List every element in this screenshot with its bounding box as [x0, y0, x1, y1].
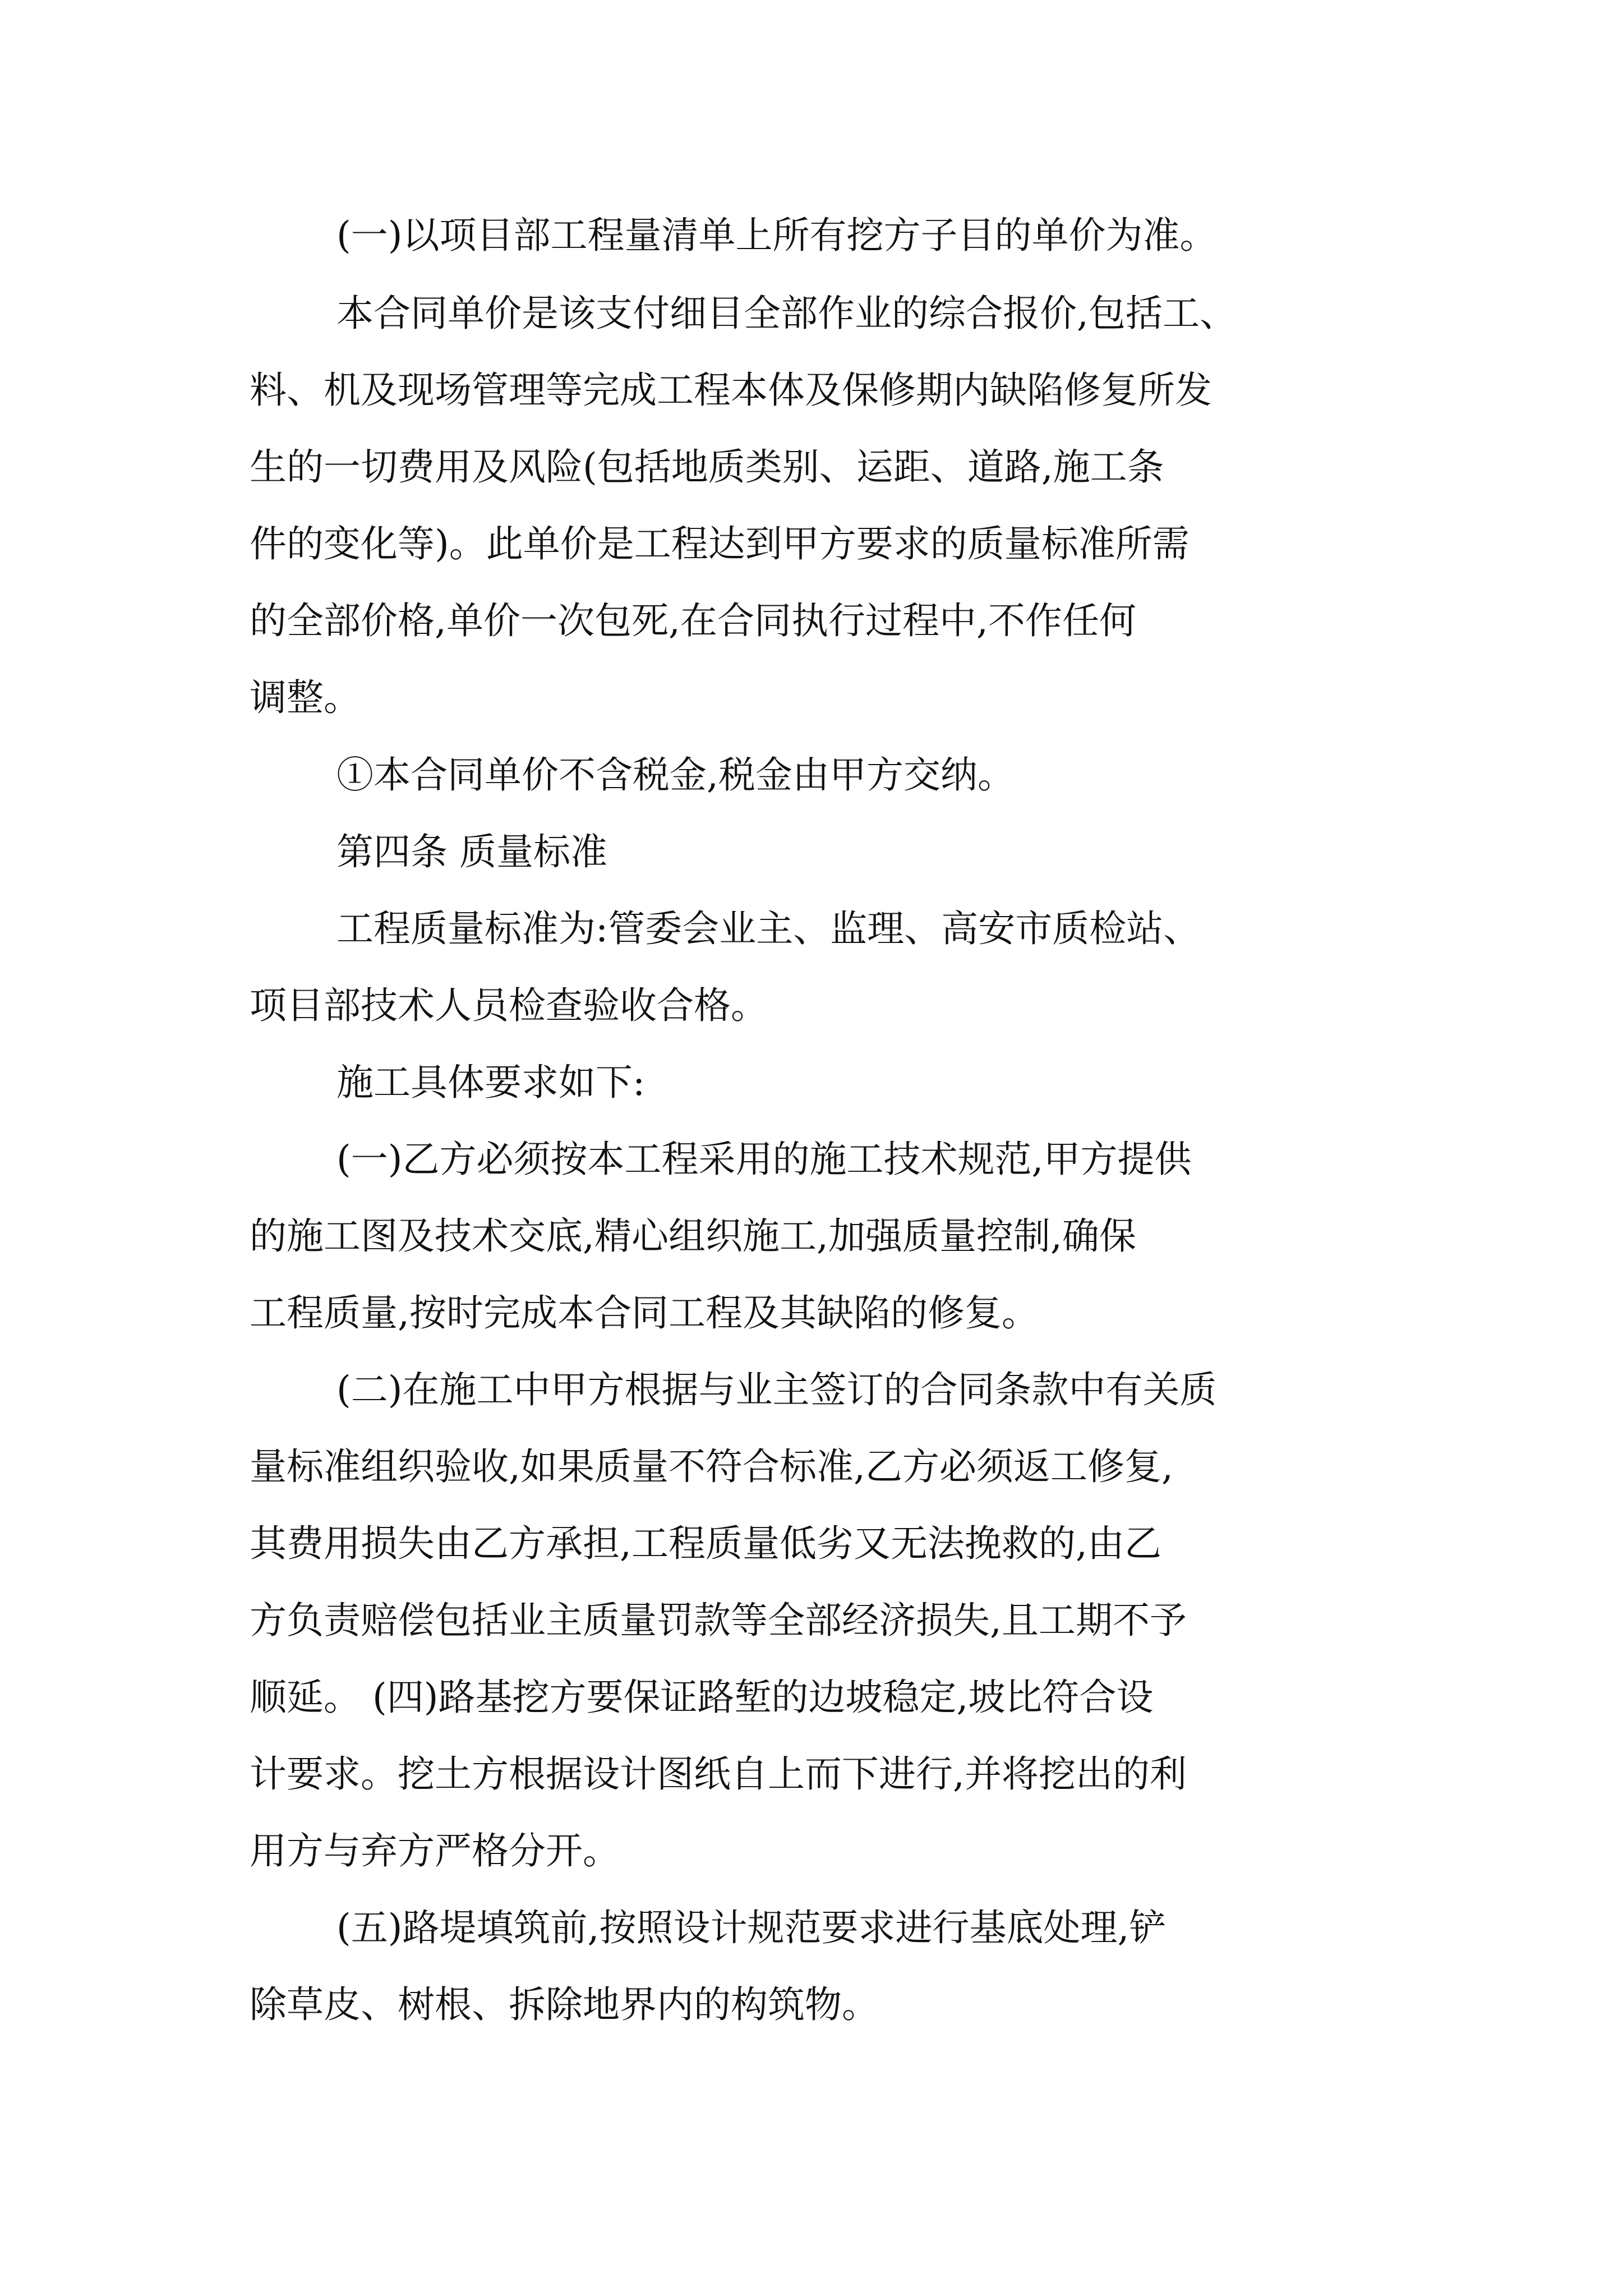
text-line: 生的一切费用及风险(包括地质类别、运距、道路,施工条: [250, 445, 1164, 489]
text-line: (二)在施工中甲方根据与业主签订的合同条款中有关质: [336, 1368, 1217, 1411]
text-line: 的全部价格,单价一次包死,在合同执行过程中,不作任何: [250, 599, 1136, 642]
text-line: 计要求。挖土方根据设计图纸自上而下进行,并将挖出的利: [250, 1752, 1187, 1796]
text-line: 方负责赔偿包括业主质量罚款等全部经济损失,且工期不予: [250, 1599, 1187, 1642]
text-line: 量标准组织验收,如果质量不符合标准,乙方必须返工修复,: [250, 1445, 1173, 1488]
text-line: ①本合同单价不含税金,税金由甲方交纳。: [336, 753, 1015, 797]
text-line: 项目部技术人员检查验收合格。: [250, 984, 768, 1027]
text-line: (一)以项目部工程量清单上所有挖方子目的单价为准。: [336, 214, 1217, 257]
text-line: 工程质量标准为:管委会业主、监理、高安市质检站、: [336, 907, 1201, 950]
text-line: (五)路堤填筑前,按照设计规范要求进行基底处理,铲: [336, 1906, 1166, 1949]
section-heading: 第四条 质量标准: [336, 830, 607, 873]
text-line: 本合同单价是该支付细目全部作业的综合报价,包括工、: [336, 292, 1237, 335]
text-line: 其费用损失由乙方承担,工程质量低劣又无法挽救的,由乙: [250, 1522, 1161, 1565]
text-line: 除草皮、树根、拆除地界内的构筑物。: [250, 1983, 879, 2026]
text-line: (一)乙方必须按本工程采用的施工技术规范,甲方提供: [336, 1138, 1192, 1181]
text-line: 料、机及现场管理等完成工程本体及保修期内缺陷修复所发: [250, 369, 1212, 412]
text-line: 件的变化等)。此单价是工程达到甲方要求的质量标准所需: [250, 522, 1189, 565]
text-line: 调整。: [250, 676, 361, 719]
text-line: 工程质量,按时完成本合同工程及其缺陷的修复。: [250, 1291, 1039, 1335]
text-line: 顺延。 (四)路基挖方要保证路堑的边坡稳定,坡比符合设: [250, 1676, 1154, 1719]
text-line: 用方与弃方严格分开。: [250, 1829, 620, 1872]
text-line: 施工具体要求如下:: [336, 1061, 645, 1104]
text-line: 的施工图及技术交底,精心组织施工,加强质量控制,确保: [250, 1214, 1136, 1258]
